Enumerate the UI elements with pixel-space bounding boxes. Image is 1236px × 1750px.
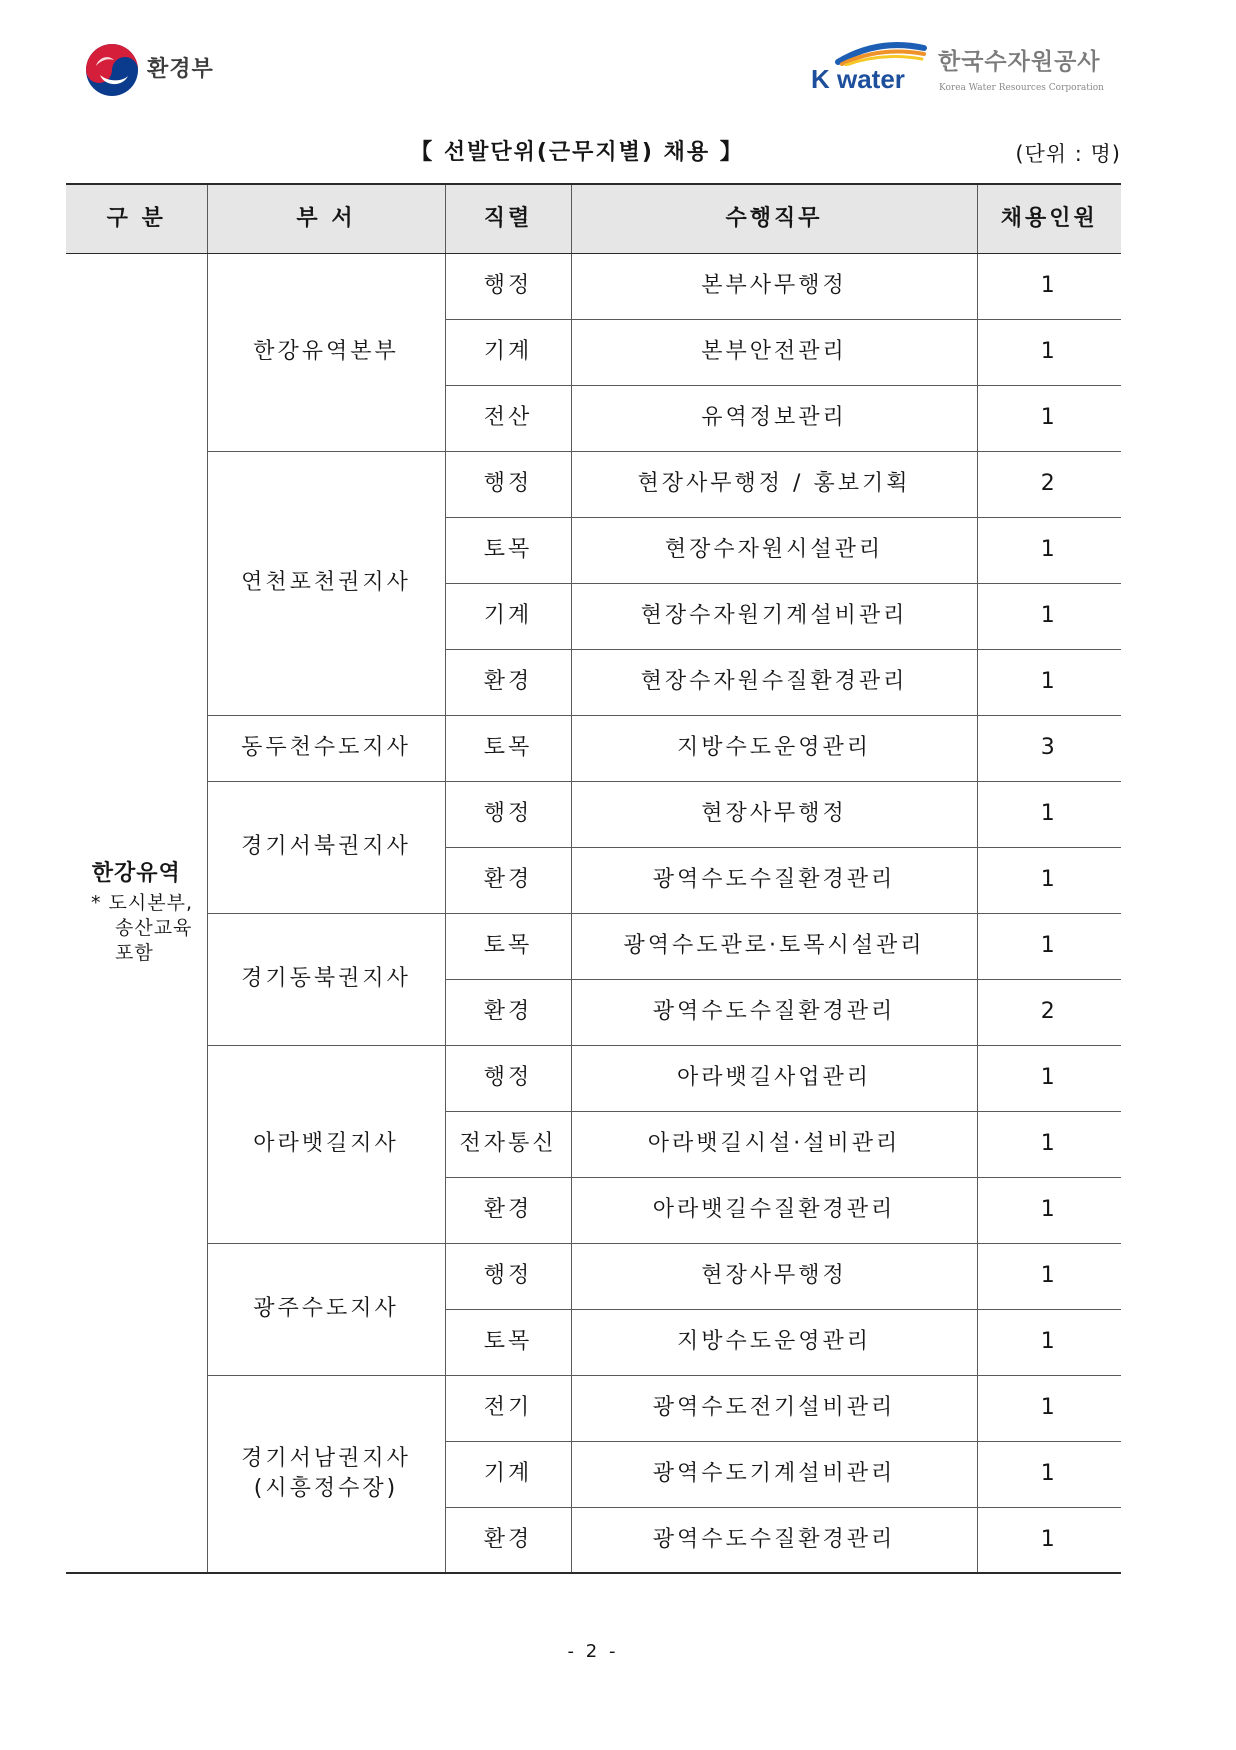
job-series: 환경 [445, 1177, 571, 1243]
job-duty: 광역수도관로·토목시설관리 [571, 913, 977, 979]
job-series: 전기 [445, 1375, 571, 1441]
job-duty: 현장사무행정 / 홍보기획 [571, 451, 977, 517]
hire-count: 1 [977, 1375, 1121, 1441]
hiring-table-container [66, 183, 1121, 1574]
header-department: 부 서 [207, 184, 445, 253]
hire-count: 1 [977, 649, 1121, 715]
hire-count: 1 [977, 1243, 1121, 1309]
hire-count: 1 [977, 1309, 1121, 1375]
job-duty: 현장수자원기계설비관리 [571, 583, 977, 649]
department-cell [207, 1375, 445, 1573]
table-row [66, 1375, 1121, 1441]
page-number: - 2 - [567, 1641, 619, 1662]
job-series: 토목 [445, 913, 571, 979]
job-series: 행정 [445, 1045, 571, 1111]
hire-count: 1 [977, 583, 1121, 649]
ministry-name: 환경부 [147, 57, 214, 82]
job-series: 행정 [445, 1243, 571, 1309]
department-cell [207, 253, 445, 451]
department-name: 경기서남권지사 [241, 1445, 411, 1471]
hire-count: 2 [977, 451, 1121, 517]
hire-count: 1 [977, 1507, 1121, 1573]
job-series: 토목 [445, 517, 571, 583]
table-row [66, 715, 1121, 781]
table-row [66, 1243, 1121, 1309]
job-series: 기계 [445, 1441, 571, 1507]
header-count: 채용인원 [977, 184, 1121, 253]
hire-count: 2 [977, 979, 1121, 1045]
department-cell [207, 1243, 445, 1375]
job-series: 환경 [445, 649, 571, 715]
job-series: 환경 [445, 979, 571, 1045]
job-duty: 본부안전관리 [571, 319, 977, 385]
category-name: 한강유역 [91, 861, 181, 887]
category-note-line: * 도시본부, [91, 892, 193, 915]
unit-label: (단위 : 명) [1015, 142, 1121, 166]
header-series: 직렬 [445, 184, 571, 253]
department-cell [207, 715, 445, 781]
job-series: 토목 [445, 1309, 571, 1375]
job-series: 환경 [445, 847, 571, 913]
job-series: 환경 [445, 1507, 571, 1573]
job-series: 행정 [445, 451, 571, 517]
category-note-line: 송산교육 [115, 917, 193, 940]
department-cell [207, 451, 445, 715]
job-duty: 현장사무행정 [571, 781, 977, 847]
category-note [66, 891, 207, 966]
company-brand: K water [811, 64, 905, 94]
hire-count: 1 [977, 1177, 1121, 1243]
table-row [66, 913, 1121, 979]
header-duty: 수행직무 [571, 184, 977, 253]
hire-count: 1 [977, 253, 1121, 319]
department-name: 연천포천권지사 [241, 570, 411, 595]
company-name-english: Korea Water Resources Corporation [939, 83, 1104, 93]
hiring-table [66, 183, 1121, 1574]
department-name: 아라뱃길지사 [253, 1131, 399, 1156]
job-duty: 아라뱃길시설·설비관리 [571, 1111, 977, 1177]
hire-count: 1 [977, 1045, 1121, 1111]
department-subname: (시흥정수장) [253, 1475, 399, 1501]
job-duty: 광역수도수질환경관리 [571, 979, 977, 1045]
department-cell [207, 781, 445, 913]
hire-count: 1 [977, 1111, 1121, 1177]
job-duty: 현장사무행정 [571, 1243, 977, 1309]
ministry-logo-icon [84, 42, 140, 98]
job-series: 전산 [445, 385, 571, 451]
job-series: 행정 [445, 253, 571, 319]
job-series: 전자통신 [445, 1111, 571, 1177]
table-row [66, 781, 1121, 847]
job-duty: 광역수도전기설비관리 [571, 1375, 977, 1441]
department-name: 경기서북권지사 [241, 834, 411, 859]
hire-count: 1 [977, 1441, 1121, 1507]
job-series: 행정 [445, 781, 571, 847]
job-duty: 현장수자원수질환경관리 [571, 649, 977, 715]
job-duty: 아라뱃길사업관리 [571, 1045, 977, 1111]
hire-count: 1 [977, 319, 1121, 385]
hire-count: 1 [977, 913, 1121, 979]
hire-count: 1 [977, 847, 1121, 913]
department-name: 한강유역본부 [253, 339, 399, 364]
company-name-korean: 한국수자원공사 [938, 49, 1101, 75]
job-series: 기계 [445, 583, 571, 649]
job-duty: 유역정보관리 [571, 385, 977, 451]
job-duty: 지방수도운영관리 [571, 715, 977, 781]
hire-count: 1 [977, 517, 1121, 583]
department-name: 동두천수도지사 [241, 735, 411, 760]
job-duty: 본부사무행정 [571, 253, 977, 319]
department-name: 광주수도지사 [253, 1296, 399, 1321]
job-duty: 광역수도기계설비관리 [571, 1441, 977, 1507]
job-duty: 광역수도수질환경관리 [571, 1507, 977, 1573]
page-title: 【 선발단위(근무지별) 채용 】 [410, 140, 744, 165]
job-series: 기계 [445, 319, 571, 385]
job-series: 토목 [445, 715, 571, 781]
category-note-line: 포함 [115, 942, 154, 965]
job-duty: 아라뱃길수질환경관리 [571, 1177, 977, 1243]
job-duty: 광역수도수질환경관리 [571, 847, 977, 913]
hire-count: 1 [977, 781, 1121, 847]
hire-count: 1 [977, 385, 1121, 451]
category-cell [66, 253, 207, 1573]
header-category: 구 분 [66, 184, 207, 253]
department-cell [207, 1045, 445, 1243]
job-duty: 현장수자원시설관리 [571, 517, 977, 583]
hire-count: 3 [977, 715, 1121, 781]
table-row [66, 1045, 1121, 1111]
table-row [66, 451, 1121, 517]
table-header-row [66, 184, 1121, 253]
department-name: 경기동북권지사 [241, 966, 411, 991]
department-cell [207, 913, 445, 1045]
table-row [66, 253, 1121, 319]
job-duty: 지방수도운영관리 [571, 1309, 977, 1375]
